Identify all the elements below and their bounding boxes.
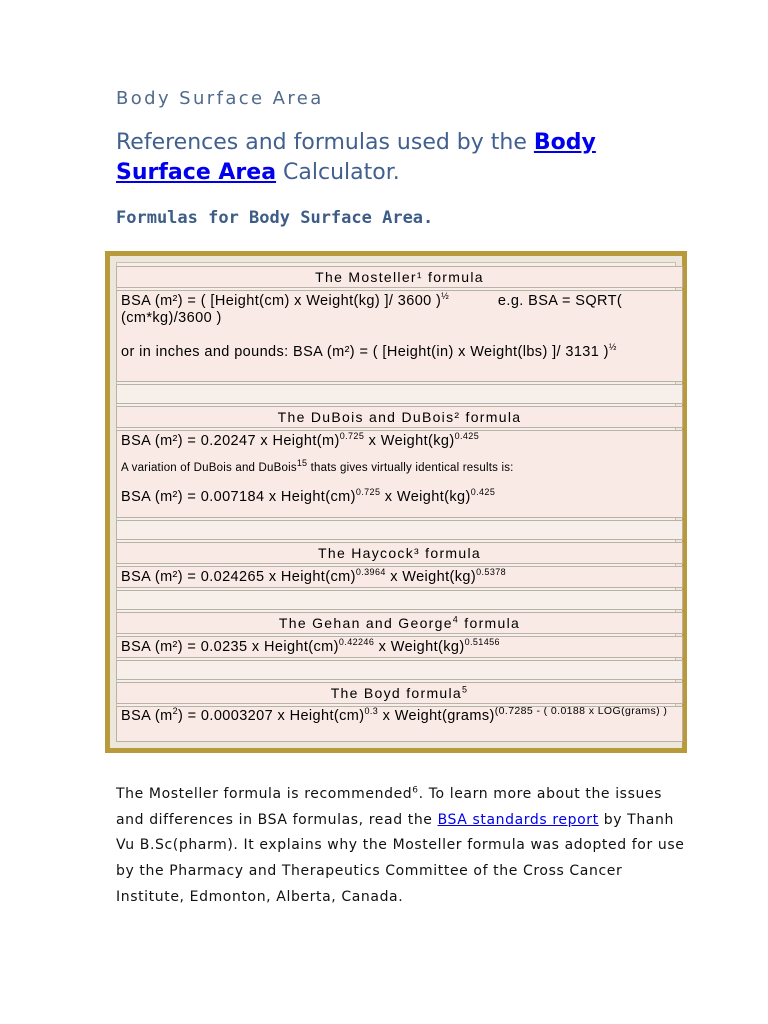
boyd-weight: x Weight(grams)	[378, 708, 495, 724]
boyd-line-start: BSA (m	[121, 708, 173, 724]
dubois-formula-cell	[116, 430, 683, 518]
haycock-weight: x Weight(kg)	[385, 569, 477, 585]
dubois-line2-weight-exponent: 0.425	[470, 487, 496, 498]
gehan-title-rest: formula	[459, 615, 521, 631]
mosteller-formula-header	[116, 266, 683, 288]
spacer-row	[116, 520, 683, 540]
dubois-line2-text: BSA (m²) = 0.007184 x Height(cm)	[121, 489, 356, 505]
mosteller-title: The Mosteller¹ formula	[315, 269, 484, 285]
dubois-line2	[121, 489, 678, 506]
mosteller-line2-text: or in inches and pounds: BSA (m²) = ( [Height(in) x Weight(lbs) ]/ 3131 )	[121, 344, 609, 360]
spacer-row	[116, 660, 683, 680]
dubois-title: The DuBois and DuBois² formula	[277, 409, 522, 425]
boyd-square-exponent: 2	[172, 706, 178, 717]
gehan-title: The Gehan and George	[278, 615, 453, 631]
mosteller-line1	[121, 293, 678, 327]
boyd-line	[121, 706, 678, 724]
mosteller-line2	[121, 344, 678, 361]
haycock-weight-exponent: 0.5378	[476, 567, 507, 578]
body-surface-area-link[interactable]: Body Surface Area	[116, 130, 596, 185]
spacer-row	[116, 590, 683, 610]
dubois-formula-header	[116, 406, 683, 428]
dubois-line1	[121, 433, 678, 450]
dubois-line1-weight: x Weight(kg)	[364, 433, 455, 449]
boyd-title-ref: 5	[461, 684, 469, 695]
haycock-line	[121, 569, 678, 586]
gehan-weight: x Weight(kg)	[374, 639, 465, 655]
gehan-line	[121, 639, 678, 656]
boyd-formula-cell	[116, 706, 683, 742]
paragraph-text-1: The Mosteller formula is recommended	[116, 786, 413, 802]
dubois-variation-ref2: 5	[302, 458, 308, 469]
boyd-weight-exponent: (0.7285 - ( 0.0188 x LOG(grams) )	[494, 706, 668, 718]
paragraph-text-3: by Thanh Vu B.Sc(pharm). It explains why the Mosteller formula was adopted for use by the Pharmacy and Therapeutics Committee of the Cross Cancer Institute, Edmonton, Alberta, Canada.	[116, 811, 685, 905]
formulas-subheading: Formulas for Body Surface Area.	[116, 208, 434, 228]
spacer-row	[116, 384, 683, 404]
gehan-george-formula-header	[116, 612, 683, 634]
haycock-title: The Haycock³ formula	[318, 545, 481, 561]
recommendation-paragraph	[116, 782, 686, 911]
dubois-line1-text: BSA (m²) = 0.20247 x Height(m)	[121, 433, 340, 449]
dubois-line2-weight: x Weight(kg)	[380, 489, 471, 505]
dubois-variation-ref: 1	[296, 458, 303, 469]
boyd-title: The Boyd formula	[330, 685, 462, 701]
gehan-title-ref: 4	[452, 614, 460, 625]
gehan-weight-exponent: 0.51456	[464, 637, 500, 648]
page-heading	[116, 128, 676, 188]
haycock-line-text: BSA (m²) = 0.024265 x Height(cm)	[121, 569, 356, 585]
dubois-line2-height-exponent: 0.725	[355, 487, 381, 498]
haycock-height-exponent: 0.3964	[355, 567, 386, 578]
dubois-variation-note	[121, 460, 678, 477]
site-title: Body Surface Area	[116, 88, 324, 109]
gehan-height-exponent: 0.42246	[338, 637, 375, 648]
dubois-variation-rest: thats gives virtually identical results is:	[307, 462, 514, 474]
mosteller-line1-exponent: ½	[441, 291, 450, 302]
heading-suffix: Calculator.	[276, 160, 400, 185]
paragraph-ref: 6	[412, 785, 419, 796]
boyd-height-exponent: 0.3	[364, 706, 379, 717]
dubois-line1-height-exponent: 0.725	[339, 431, 365, 442]
gehan-george-formula-cell	[116, 636, 683, 658]
bsa-standards-report-link[interactable]: BSA standards report	[437, 811, 599, 828]
mosteller-formula-cell	[116, 290, 683, 382]
paragraph-text-2: . To learn more about the issues and differences in BSA formulas, read the	[116, 786, 663, 828]
mosteller-example: e.g. BSA = SQRT( (cm*kg)/3600 )	[121, 293, 623, 326]
boyd-line-height: ) = 0.0003207 x Height(cm)	[177, 708, 365, 724]
haycock-formula-cell	[116, 566, 683, 588]
haycock-formula-header	[116, 542, 683, 564]
boyd-formula-header	[116, 682, 683, 704]
dubois-line1-weight-exponent: 0.425	[454, 431, 480, 442]
gehan-line-text: BSA (m²) = 0.0235 x Height(cm)	[121, 639, 339, 655]
heading-prefix: References and formulas used by the	[116, 130, 534, 155]
mosteller-line1-text: BSA (m²) = ( [Height(cm) x Weight(kg) ]/ 3600 )	[121, 293, 442, 309]
dubois-variation-text: A variation of DuBois and DuBois	[121, 462, 297, 474]
mosteller-line2-exponent: ½	[608, 342, 617, 353]
